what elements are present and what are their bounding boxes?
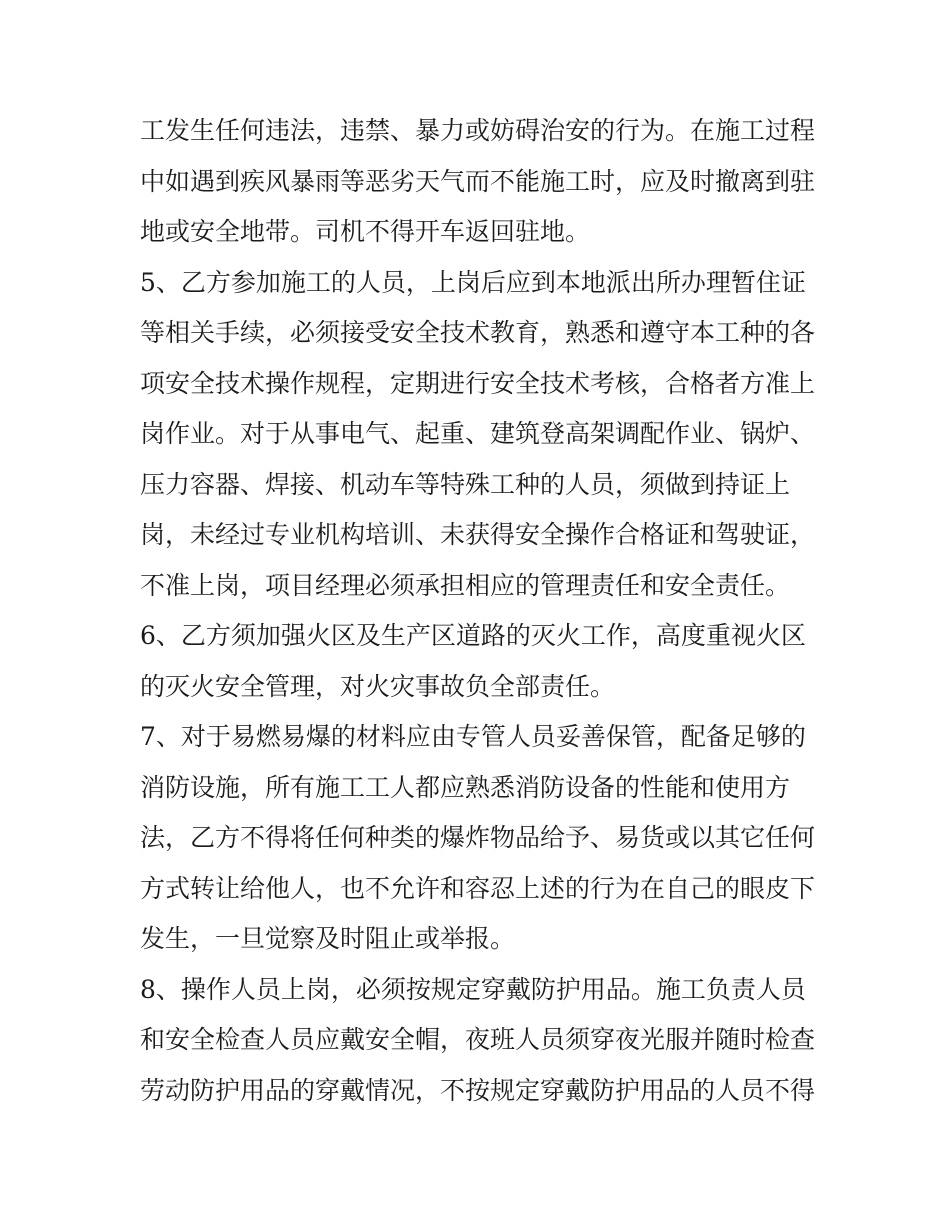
text-line: 中如遇到疾风暴雨等恶劣天气而不能施工时，应及时撤离到驻 — [140, 166, 816, 196]
text-line: 等相关手续，必须接受安全技术教育，熟悉和遵守本工种的各 — [140, 318, 816, 347]
text-line: 8、操作人员上岗，必须按规定穿戴防护用品。施工负责人员 — [140, 974, 806, 1004]
text-line: 5、乙方参加施工的人员，上岗后应到本地派出所办理暂住证 — [140, 267, 806, 297]
text-line: 岗作业。对于从事电气、起重、建筑登高架调配作业、锅炉、 — [140, 419, 816, 448]
text-line: 地或安全地带。司机不得开车返回驻地。 — [140, 217, 591, 246]
text-line: 消防设施，所有施工工人都应熟悉消防设备的性能和使用方 — [140, 772, 791, 802]
text-line: 6、乙方须加强火区及生产区道路的灭火工作，高度重视火区 — [140, 621, 806, 650]
text-line: 工发生任何违法，违禁、暴力或妨碍治安的行为。在施工过程 — [140, 116, 816, 145]
text-line: 发生，一旦觉察及时阻止或举报。 — [140, 924, 516, 953]
text-line: 和安全检查人员应戴安全帽，夜班人员须穿夜光服并随时检查 — [140, 1025, 816, 1054]
text-line: 的灭火安全管理，对火灾事故负全部责任。 — [140, 671, 616, 701]
text-line: 压力容器、焊接、机动车等特殊工种的人员，须做到持证上 — [140, 469, 791, 499]
text-line: 法，乙方不得将任何种类的爆炸物品给予、易货或以其它任何 — [140, 823, 816, 852]
text-line: 不准上岗，项目经理必须承担相应的管理责任和安全责任。 — [140, 570, 791, 600]
text-line: 岗，未经过专业机构培训、未获得安全操作合格证和驾驶证， — [140, 520, 816, 549]
document-body — [140, 106, 820, 1116]
text-line: 方式转让给他人，也不允许和容忍上述的行为在自己的眼皮下 — [140, 873, 816, 903]
text-line: 7、对于易燃易爆的材料应由专管人员妥善保管，配备足够的 — [140, 722, 806, 751]
text-line: 项安全技术操作规程，定期进行安全技术考核，合格者方准上 — [140, 368, 816, 398]
text-line: 劳动防护用品的穿戴情况，不按规定穿戴防护用品的人员不得 — [140, 1075, 816, 1105]
